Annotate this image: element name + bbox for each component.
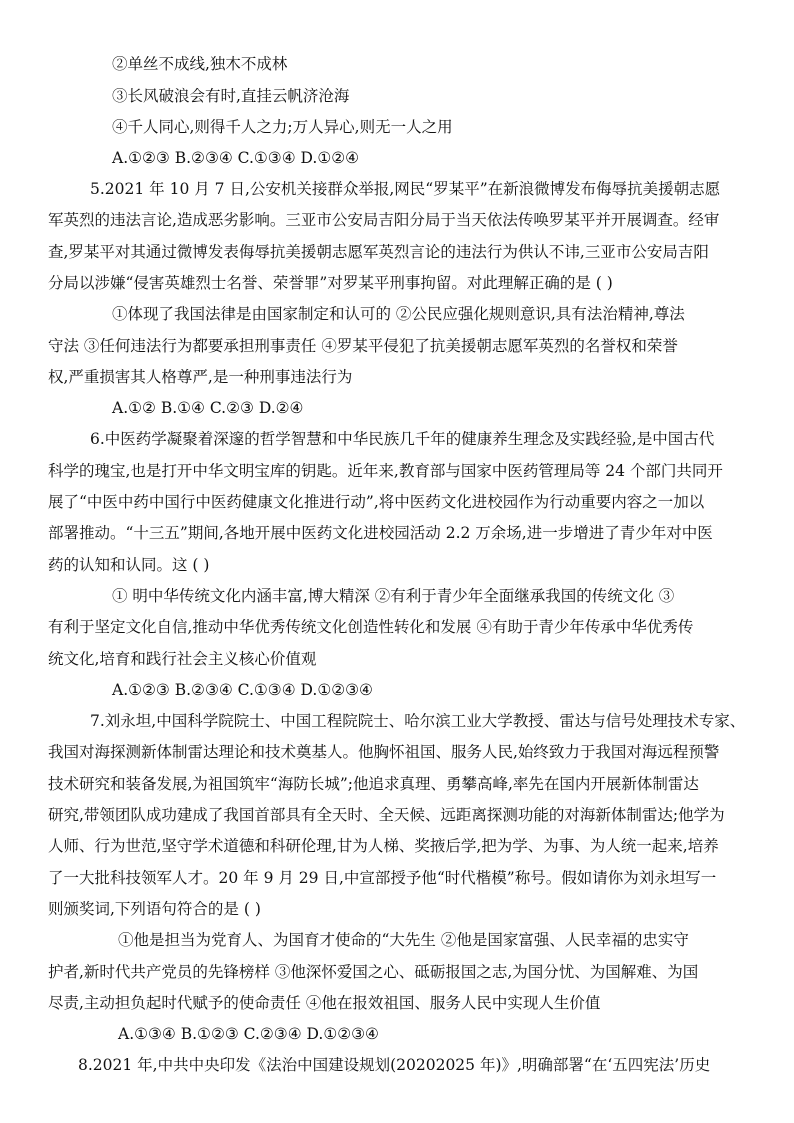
option-line: ① 明中华传统文化内涵丰富,博大精深 ②有利于青少年全面继承我国的传统文化 ③ xyxy=(112,587,675,605)
question-5-text: 5.2021 年 10 月 7 日,公安机关接群众举报,网民“罗某平”在新浪微博发布侮辱抗美援朝志愿 xyxy=(90,180,721,198)
option-line: 尽责,主动担负起时代赋予的使命责任 ④他在报效祖国、服务人民中实现人生价值 xyxy=(48,994,601,1012)
option-line: 护者,新时代共产党员的先锋榜样 ③他深怀爱国之心、砥砺报国之志,为国分忧、为国解难、为国 xyxy=(48,963,699,981)
question-7-text: 研究,带领团队成功建成了我国首部具有全天时、全天候、远距离探测功能的对海新体制雷达;他学为 xyxy=(48,806,725,824)
question-6-text: 展了“中医中药中国行中医药健康文化推进行动”,将中医药文化进校园作为行动重要内容之一加以 xyxy=(48,493,705,511)
option-line: 统文化,培育和践行社会主义核心价值观 xyxy=(48,650,317,668)
option-line: ②单丝不成线,独木不成林 xyxy=(112,55,288,73)
question-7-text: 了一大批科技领军人才。20 年 9 月 29 日,中宣部授予他“时代楷模”称号。假如请你为刘永坦写一 xyxy=(48,869,717,887)
question-7-text: 人师、行为世范,坚守学术道德和科研伦理,甘为人梯、奖掖后学,把为学、为事、为人统一起来,培养 xyxy=(48,837,719,855)
option-line: ③长风破浪会有时,直挂云帆济沧海 xyxy=(112,87,350,105)
question-8-text: 8.2021 年,中共中央印发《法治中国建设规划(20202025 年)》,明确部署“在‘五四宪法’历史 xyxy=(78,1056,711,1074)
question-5-text: 军英烈的违法言论,造成恶劣影响。三亚市公安局吉阳分局于当天依法传唤罗某平并开展调查。经审 xyxy=(48,211,720,229)
question-7-text: 7.刘永坦,中国科学院院士、中国工程院院士、哈尔滨工业大学教授、雷达与信号处理技术专家、 xyxy=(90,712,746,730)
question-7-text: 则颁奖词,下列语句符合的是 ( ) xyxy=(48,900,261,918)
answer-choices: A.①②③ B.②③④ C.①③④ D.①②④ xyxy=(112,149,360,167)
option-line: 守法 ③任何违法行为都要承担刑事责任 ④罗某平侵犯了抗美援朝志愿军英烈的名誉权和荣誉 xyxy=(48,337,678,355)
question-6-text: 部署推动。“十三五”期间,各地开展中医药文化进校园活动 2.2 万余场,进一步增进了青少年对中医 xyxy=(48,524,713,542)
answer-choices: A.①② B.①④ C.②③ D.②④ xyxy=(112,399,304,417)
option-line: 有利于坚定文化自信,推动中华优秀传统文化创造性转化和发展 ④有助于青少年传承中华优秀传 xyxy=(48,618,694,636)
option-line: ①体现了我国法律是由国家制定和认可的 ②公民应强化规则意识,具有法治精神,尊法 xyxy=(112,305,685,323)
answer-choices: A.①③④ B.①②③ C.②③④ D.①②③④ xyxy=(118,1025,379,1043)
answer-choices: A.①②③ B.②③④ C.①③④ D.①②③④ xyxy=(112,681,373,699)
question-5-text: 分局以涉嫌“侵害英雄烈士名誉、荣誉罪”对罗某平刑事拘留。对此理解正确的是 ( ) xyxy=(48,274,613,292)
question-6-text: 6.中医药学凝聚着深邃的哲学智慧和中华民族几千年的健康养生理念及实践经验,是中国古代 xyxy=(90,430,715,448)
option-line: 权,严重损害其人格尊严,是一种刑事违法行为 xyxy=(48,368,353,386)
option-line: ①他是担当为党育人、为国育才使命的“大先生 ②他是国家富强、人民幸福的忠实守 xyxy=(118,931,689,949)
question-6-text: 药的认知和认同。这 ( ) xyxy=(48,556,210,574)
question-7-text: 技术研究和装备发展,为祖国筑牢“海防长城”;他追求真理、勇攀高峰,率先在国内开展新体制雷达 xyxy=(48,775,699,793)
question-7-text: 我国对海探测新体制雷达理论和技术奠基人。他胸怀祖国、服务人民,始终致力于我国对海远程预警 xyxy=(48,743,720,761)
option-line: ④千人同心,则得千人之力;万人异心,则无一人之用 xyxy=(112,118,453,136)
question-6-text: 科学的瑰宝,也是打开中华文明宝库的钥匙。近年来,教育部与国家中医药管理局等 24 个部门共同开 xyxy=(48,462,723,480)
question-5-text: 查,罗某平对其通过微博发表侮辱抗美援朝志愿军英烈言论的违法行为供认不讳,三亚市公安局吉阳 xyxy=(48,243,709,261)
